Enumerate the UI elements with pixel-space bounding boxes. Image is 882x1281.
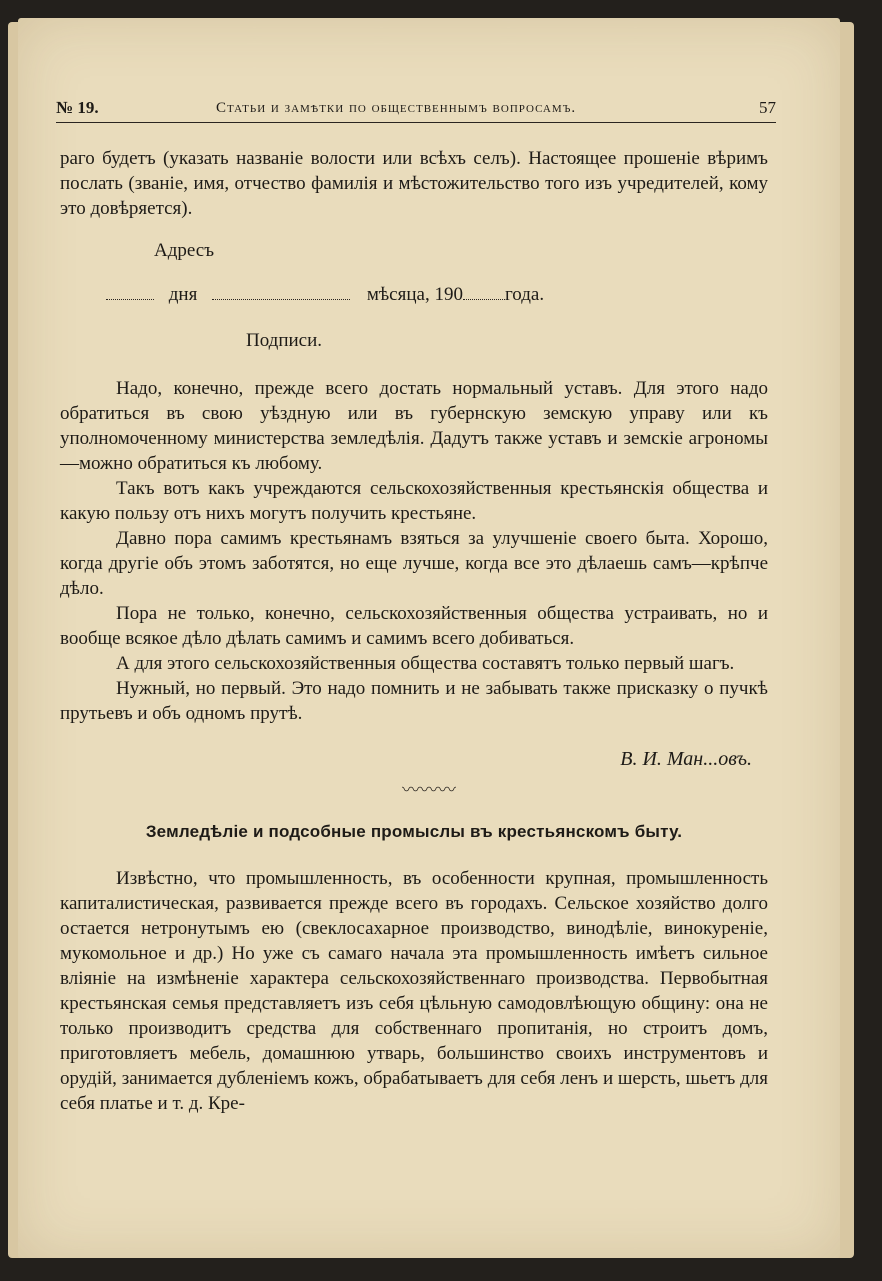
body-text bbox=[60, 376, 768, 726]
article-paragraph: Извѣстно, что промышленность, въ особенности крупная, промышленность капиталистическая, развивается прежде всего въ городахъ. Сельское хозяйство долго остается нетронутымъ ею (свеклосахарное производство, винодѣліе, винокуреніе, мукомольное и др.) Но уже съ самаго начала эта промышленность имѣетъ сильное вліяніе на измѣненіе характера сельскохозяйственнаго производства. Первобытная крестьянская семья представляетъ изъ себя цѣльную самодовлѣющую общину: она не только производитъ средства для собственнаго пропитанія, но строитъ домъ, приготовляетъ мебель, домашнюю утварь, большинство своихъ инструментовъ и орудій, занимается дубленіемъ кожъ, обрабатываетъ для себя ленъ и шерсть, шьетъ для себя платье и т. д. Кре- bbox=[60, 868, 768, 1114]
author-signature: В. И. Ман...овъ. bbox=[620, 748, 752, 770]
article-text bbox=[60, 866, 768, 1116]
signatures-line bbox=[246, 330, 882, 352]
paragraph: Пора не только, конечно, сельскохозяйственныя общества устраивать, но и вообще всякое дѣло дѣлать самимъ и самимъ всего добиваться. bbox=[60, 603, 768, 649]
paragraph: Нужный, но первый. Это надо помнить и не забывать также присказку о пучкѣ прутьевъ и объ одномъ прутѣ. bbox=[60, 678, 768, 724]
paragraph: А для этого сельскохозяйственныя общества составятъ только первый шагъ. bbox=[116, 653, 735, 674]
month-blank bbox=[212, 299, 350, 300]
day-word: дня bbox=[168, 284, 198, 305]
paragraph: Такъ вотъ какъ учреждаются сельскохозяйственныя крестьянскія общества и какую пользу отъ нихъ могутъ получить крестьяне. bbox=[60, 478, 768, 524]
article-heading: Земледѣліе и подсобные промыслы въ крестьянскомъ быту. bbox=[145, 822, 683, 841]
paragraph: Давно пора самимъ крестьянамъ взяться за улучшеніе своего быта. Хорошо, когда другіе объ этомъ заботятся, но еще лучше, когда все это дѣлаешь самъ—крѣпче дѣло. bbox=[60, 528, 768, 599]
signatures-label: Подписи. bbox=[246, 330, 323, 351]
year-word: года. bbox=[504, 284, 545, 305]
month-word: мѣсяца, 190 bbox=[366, 284, 463, 305]
intro-text bbox=[60, 146, 768, 221]
address-label: Адресъ bbox=[154, 240, 215, 261]
running-title: Статьи и замѣтки по общественнымъ вопросамъ. bbox=[216, 100, 577, 116]
page bbox=[18, 18, 840, 1258]
intro-paragraph: раго будетъ (указать названіе волости или всѣхъ селъ). Настоящее прошеніе вѣримъ послать (званіе, имя, отчество фамилія и мѣстожительство того изъ учредителей, кому это довѣряется). bbox=[60, 148, 768, 219]
year-blank bbox=[463, 299, 505, 300]
paragraph: Надо, конечно, прежде всего достать нормальный уставъ. Для этого надо обратиться въ свою уѣздную или въ губернскую земскую управу или къ уполномоченному министерства земледѣлія. Дадутъ также уставъ и земскіе агрономы—можно обратиться къ любому. bbox=[60, 378, 768, 474]
section-separator: 〰〰〰 bbox=[402, 780, 456, 800]
running-header bbox=[56, 98, 776, 128]
address-line bbox=[154, 240, 862, 262]
page-number: 57 bbox=[759, 98, 776, 117]
header-rule bbox=[56, 122, 776, 123]
date-line bbox=[106, 284, 814, 306]
day-blank bbox=[106, 299, 154, 300]
issue-number: № 19. bbox=[56, 98, 99, 117]
